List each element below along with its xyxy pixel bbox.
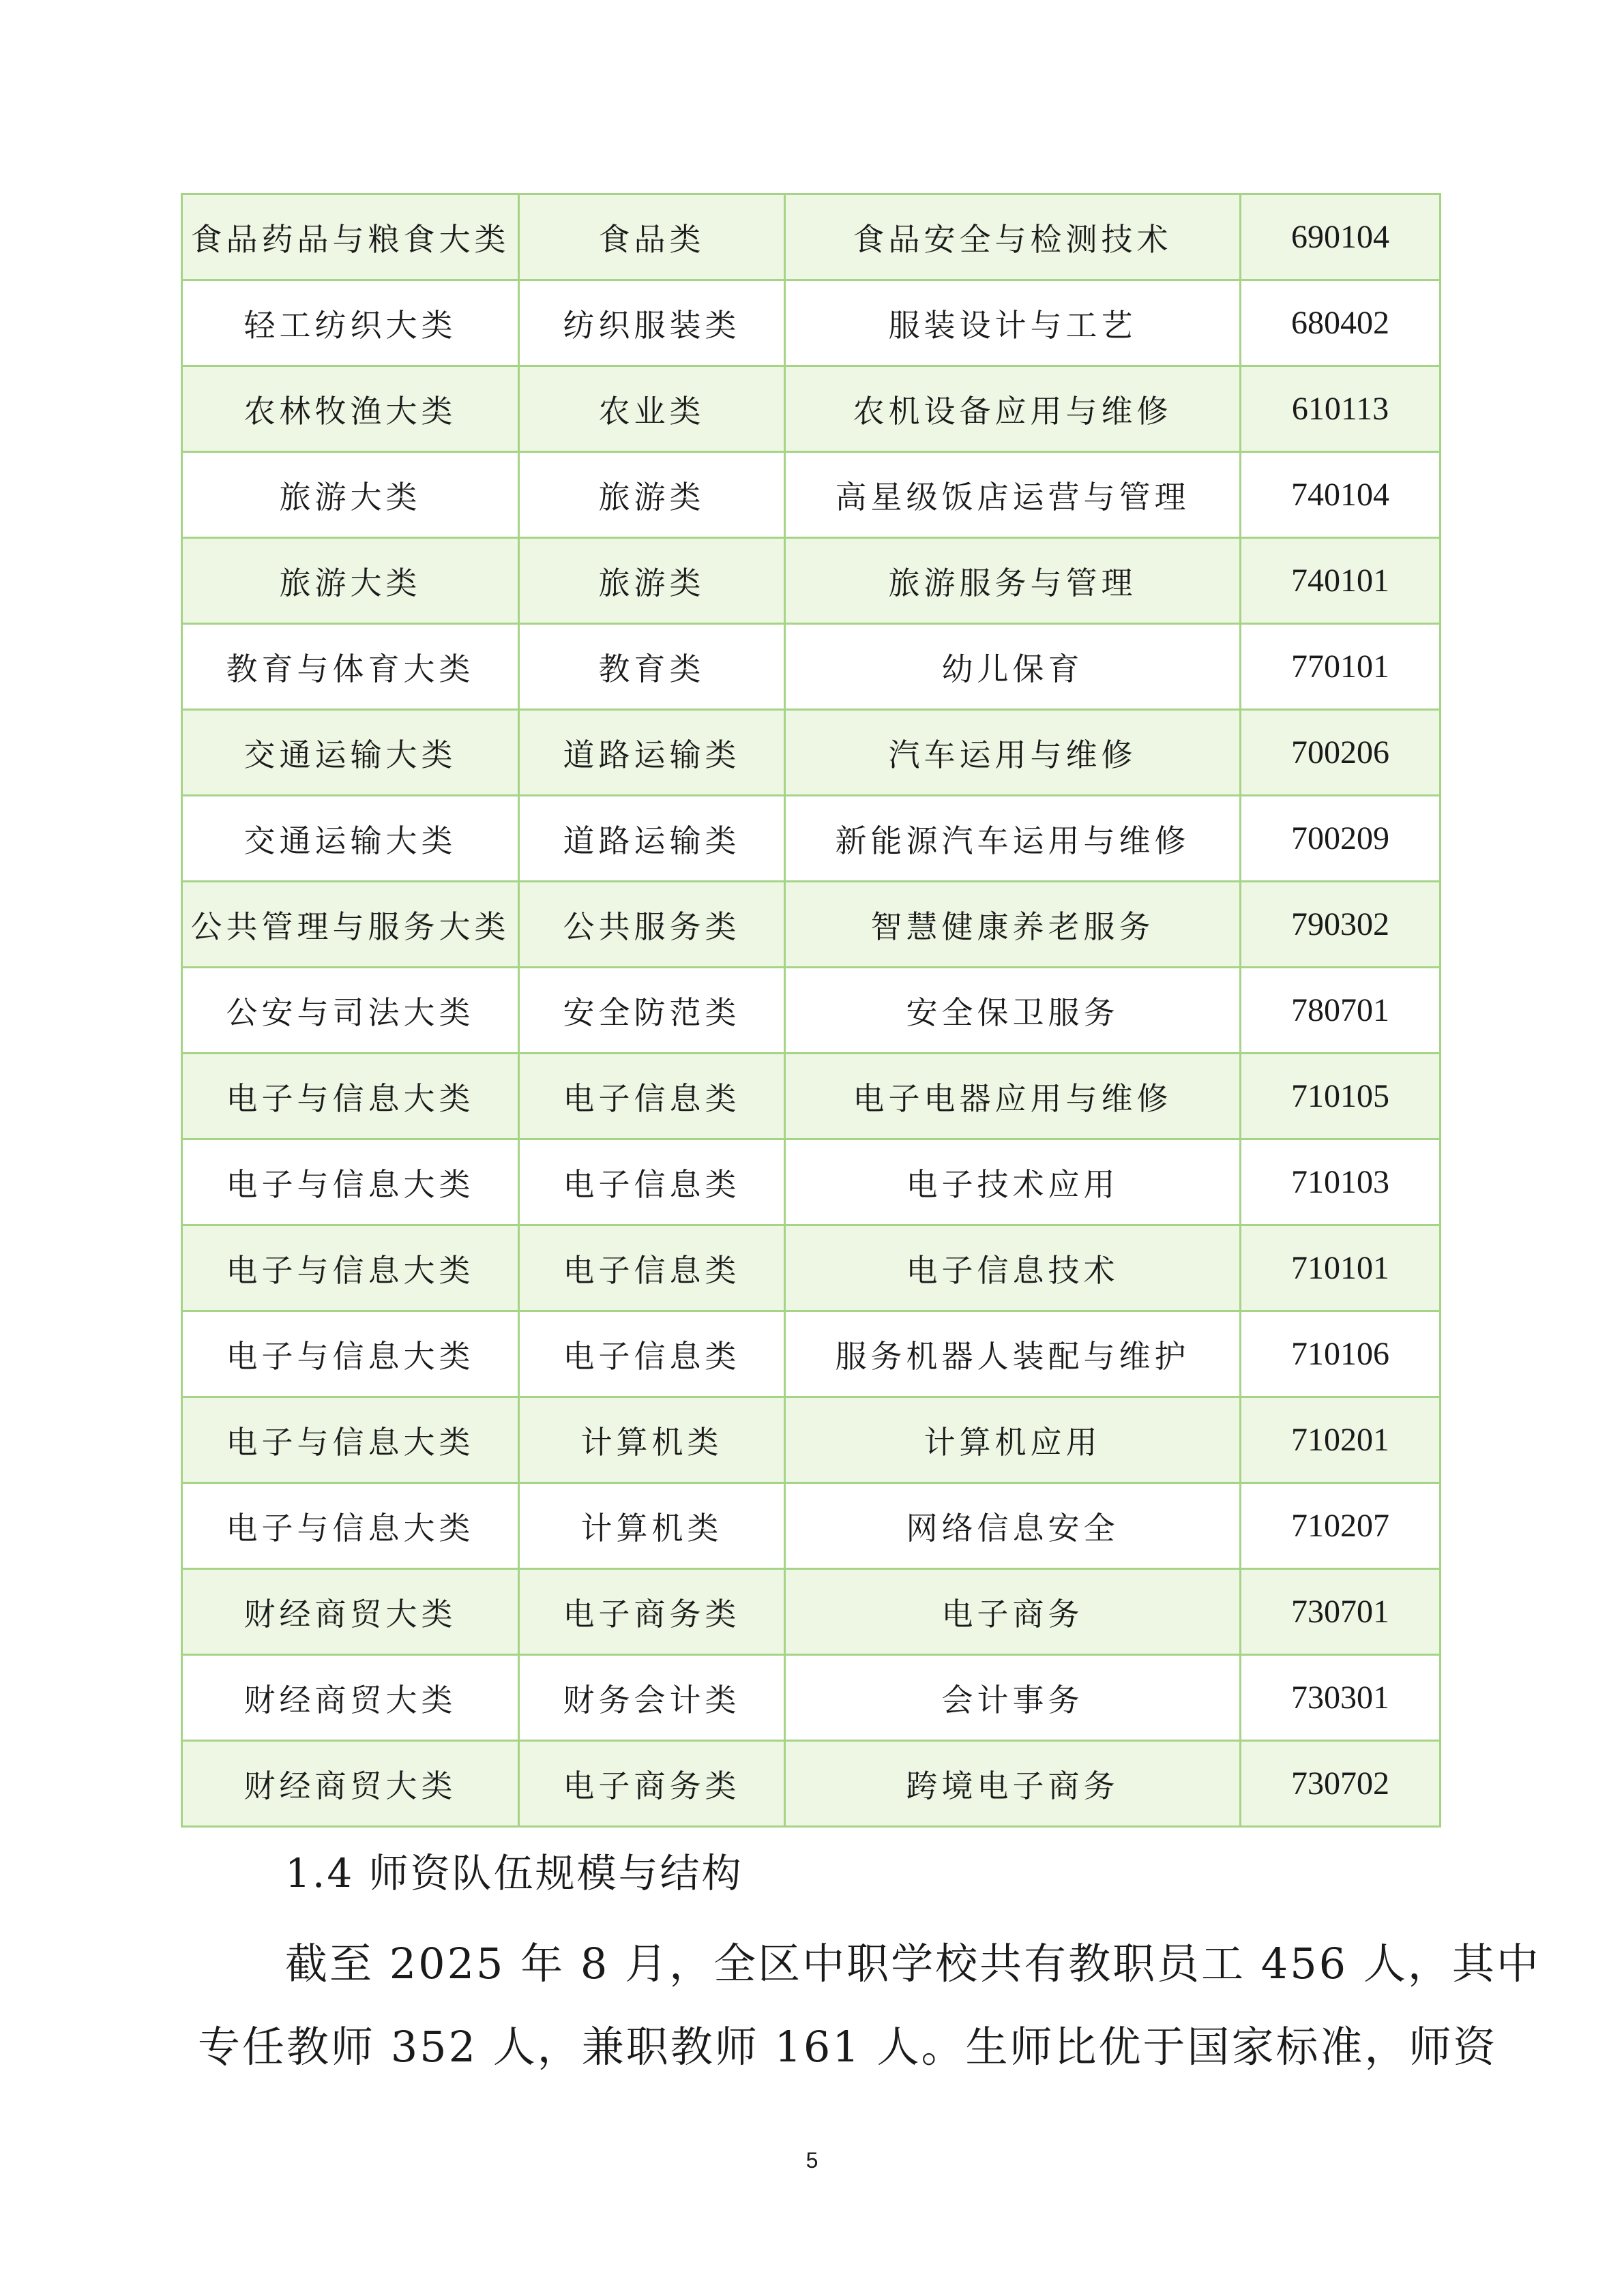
majors-table-body (182, 194, 1441, 1827)
cell-category: 电子与信息大类 (182, 1139, 519, 1225)
cell-major: 智慧健康养老服务 (785, 882, 1241, 968)
cell-subcategory: 电子信息类 (519, 1311, 785, 1397)
table-row (182, 452, 1441, 538)
cell-major: 新能源汽车运用与维修 (785, 796, 1241, 882)
cell-code: 680402 (1241, 280, 1441, 366)
table-row (182, 538, 1441, 624)
table-row (182, 1311, 1441, 1397)
cell-code: 710207 (1241, 1483, 1441, 1569)
cell-category: 电子与信息大类 (182, 1311, 519, 1397)
cell-subcategory: 安全防范类 (519, 968, 785, 1054)
cell-category: 旅游大类 (182, 452, 519, 538)
cell-major: 高星级饭店运营与管理 (785, 452, 1241, 538)
majors-table (181, 193, 1441, 1828)
cell-category: 食品药品与粮食大类 (182, 194, 519, 280)
cell-major: 服装设计与工艺 (785, 280, 1241, 366)
cell-category: 交通运输大类 (182, 796, 519, 882)
table-row (182, 1741, 1441, 1827)
cell-code: 780701 (1241, 968, 1441, 1054)
cell-category: 电子与信息大类 (182, 1483, 519, 1569)
cell-major: 汽车运用与维修 (785, 710, 1241, 796)
table-row (182, 1225, 1441, 1311)
cell-category: 公共管理与服务大类 (182, 882, 519, 968)
cell-major: 农机设备应用与维修 (785, 366, 1241, 452)
table-row (182, 1483, 1441, 1569)
cell-major: 电子信息技术 (785, 1225, 1241, 1311)
cell-code: 740104 (1241, 452, 1441, 538)
cell-code: 730702 (1241, 1741, 1441, 1827)
cell-code: 690104 (1241, 194, 1441, 280)
cell-code: 740101 (1241, 538, 1441, 624)
table-row (182, 796, 1441, 882)
cell-subcategory: 电子商务类 (519, 1569, 785, 1655)
cell-subcategory: 道路运输类 (519, 710, 785, 796)
cell-major: 服务机器人装配与维护 (785, 1311, 1241, 1397)
cell-major: 食品安全与检测技术 (785, 194, 1241, 280)
cell-subcategory: 电子信息类 (519, 1225, 785, 1311)
table-row (182, 710, 1441, 796)
cell-subcategory: 公共服务类 (519, 882, 785, 968)
cell-code: 770101 (1241, 624, 1441, 710)
cell-category: 交通运输大类 (182, 710, 519, 796)
cell-code: 710103 (1241, 1139, 1441, 1225)
cell-subcategory: 食品类 (519, 194, 785, 280)
cell-major: 计算机应用 (785, 1397, 1241, 1483)
cell-subcategory: 电子信息类 (519, 1139, 785, 1225)
cell-major: 电子技术应用 (785, 1139, 1241, 1225)
cell-subcategory: 电子信息类 (519, 1054, 785, 1139)
section-heading: 1.4 师资队伍规模与结构 (285, 1850, 743, 1896)
cell-code: 610113 (1241, 366, 1441, 452)
cell-subcategory: 旅游类 (519, 538, 785, 624)
cell-subcategory: 计算机类 (519, 1483, 785, 1569)
cell-major: 安全保卫服务 (785, 968, 1241, 1054)
cell-code: 700206 (1241, 710, 1441, 796)
cell-major: 旅游服务与管理 (785, 538, 1241, 624)
cell-category: 电子与信息大类 (182, 1225, 519, 1311)
paragraph-line: 专任教师 352 人，兼职教师 161 人。生师比优于国家标准，师资 (198, 2022, 1498, 2072)
table-row (182, 1569, 1441, 1655)
cell-subcategory: 计算机类 (519, 1397, 785, 1483)
table-row (182, 366, 1441, 452)
page-number: 5 (806, 2148, 818, 2173)
cell-major: 电子电器应用与维修 (785, 1054, 1241, 1139)
cell-category: 财经商贸大类 (182, 1655, 519, 1741)
table-row (182, 882, 1441, 968)
cell-category: 电子与信息大类 (182, 1054, 519, 1139)
table-row (182, 194, 1441, 280)
cell-category: 财经商贸大类 (182, 1741, 519, 1827)
cell-code: 710201 (1241, 1397, 1441, 1483)
cell-code: 730701 (1241, 1569, 1441, 1655)
cell-subcategory: 农业类 (519, 366, 785, 452)
table-row (182, 968, 1441, 1054)
cell-subcategory: 财务会计类 (519, 1655, 785, 1741)
cell-category: 电子与信息大类 (182, 1397, 519, 1483)
cell-subcategory: 道路运输类 (519, 796, 785, 882)
cell-code: 700209 (1241, 796, 1441, 882)
cell-code: 710101 (1241, 1225, 1441, 1311)
cell-major: 幼儿保育 (785, 624, 1241, 710)
cell-category: 旅游大类 (182, 538, 519, 624)
cell-code: 790302 (1241, 882, 1441, 968)
cell-category: 公安与司法大类 (182, 968, 519, 1054)
table-row (182, 1655, 1441, 1741)
paragraph-line: 截至 2025 年 8 月，全区中职学校共有教职员工 456 人，其中 (285, 1939, 1541, 1988)
cell-subcategory: 纺织服装类 (519, 280, 785, 366)
cell-major: 跨境电子商务 (785, 1741, 1241, 1827)
table-row (182, 1397, 1441, 1483)
cell-subcategory: 电子商务类 (519, 1741, 785, 1827)
cell-code: 710105 (1241, 1054, 1441, 1139)
table-row (182, 1054, 1441, 1139)
cell-code: 730301 (1241, 1655, 1441, 1741)
cell-category: 教育与体育大类 (182, 624, 519, 710)
cell-category: 农林牧渔大类 (182, 366, 519, 452)
cell-code: 710106 (1241, 1311, 1441, 1397)
cell-subcategory: 旅游类 (519, 452, 785, 538)
table-row (182, 624, 1441, 710)
cell-subcategory: 教育类 (519, 624, 785, 710)
cell-category: 轻工纺织大类 (182, 280, 519, 366)
cell-category: 财经商贸大类 (182, 1569, 519, 1655)
cell-major: 网络信息安全 (785, 1483, 1241, 1569)
table-row (182, 1139, 1441, 1225)
cell-major: 电子商务 (785, 1569, 1241, 1655)
table-row (182, 280, 1441, 366)
cell-major: 会计事务 (785, 1655, 1241, 1741)
